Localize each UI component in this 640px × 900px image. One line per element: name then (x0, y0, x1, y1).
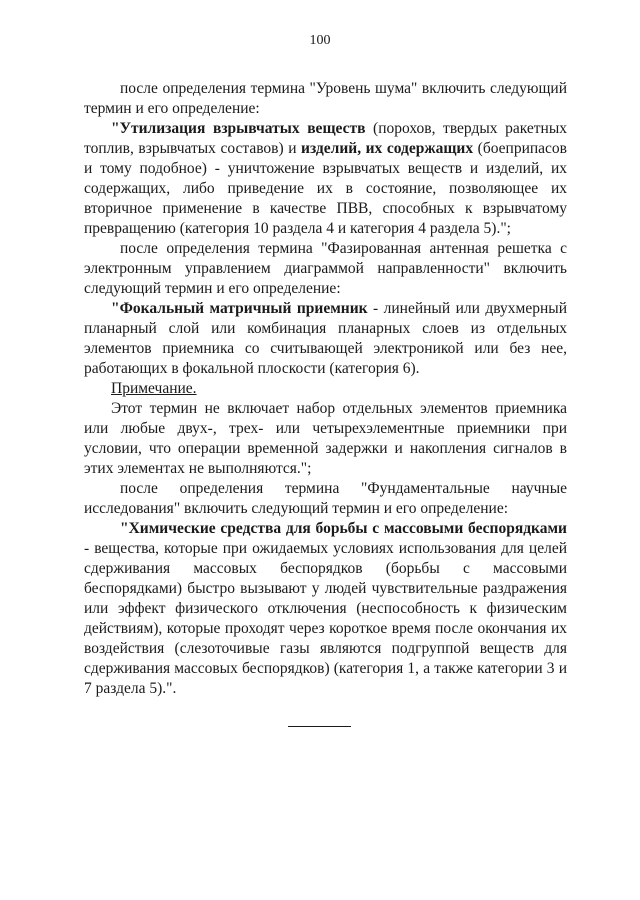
definition-focal-plane-array (84, 299, 567, 379)
definition-riot-control-agents (84, 519, 567, 699)
term-items-containing: изделий, их содержащих (301, 140, 474, 157)
paragraph-intro-phased-array: после определения термина "Фазированная антенная решетка с электронным управлением диаграммой направленности" включить следующий термин и его определение: (84, 240, 567, 297)
note-heading (84, 379, 567, 399)
document-body (84, 79, 567, 699)
definition-text-part-b: (боеприпасов и тому подобное) - уничтожение взрывчатых веществ и изделий, их содержащих, либо приведение их в состояние, позволяющее их вторичное применение в качестве ПВВ, способных к взрывчатому превращению (категория 10 раздела 4 и категория 4 раздела 5)."; (84, 140, 567, 237)
definition-text-riot: - вещества, которые при ожидаемых условиях использования для целей сдерживания массовых беспорядков (борьбы с массовыми беспорядками) быстро вызывают у людей чувствительные раздражения или эффект физического отключения (неспособность к физическим действиям), которые проходят через короткое время после окончания их воздействия (слезоточивые газы являются подгруппой веществ для сдерживания массовых беспорядков) (категория 1, а также категории 3 и 7 раздела 5).". (84, 540, 567, 697)
end-separator-line (288, 726, 351, 727)
definition-explosives-disposal (84, 119, 567, 239)
note-title: Примечание. (111, 380, 197, 397)
term-explosives-disposal: "Утилизация взрывчатых веществ (111, 120, 366, 137)
term-riot-control-agents: "Химические средства для борьбы с массовыми беспорядками (120, 520, 567, 537)
term-focal-plane-array: "Фокальный матричный приемник (111, 300, 368, 317)
paragraph-intro-fundamental-research: после определения термина "Фундаментальные научные исследования" включить следующий термин и его определение: (84, 480, 567, 517)
definition-text-focal: - линейный или двухмерный планарный слой или комбинация планарных слоев из отдельных элементов приемника со считывающей электроникой или без нее, работающих в фокальной плоскости (категория 6). (84, 300, 567, 377)
paragraph-intro-noise-level: после определения термина "Уровень шума" включить следующий термин и его определение: (84, 80, 567, 117)
page-number: 100 (309, 33, 331, 48)
note-text: Этот термин не включает набор отдельных элементов приемника или любые двух-, трех- или четырехэлементные приемники при условии, что операции временной задержки и накопления сигналов в этих элементах не выполняются."; (84, 400, 567, 477)
definition-text-part-a: (порохов, твердых ракетных топлив, взрывчатых составов) и (84, 120, 567, 157)
